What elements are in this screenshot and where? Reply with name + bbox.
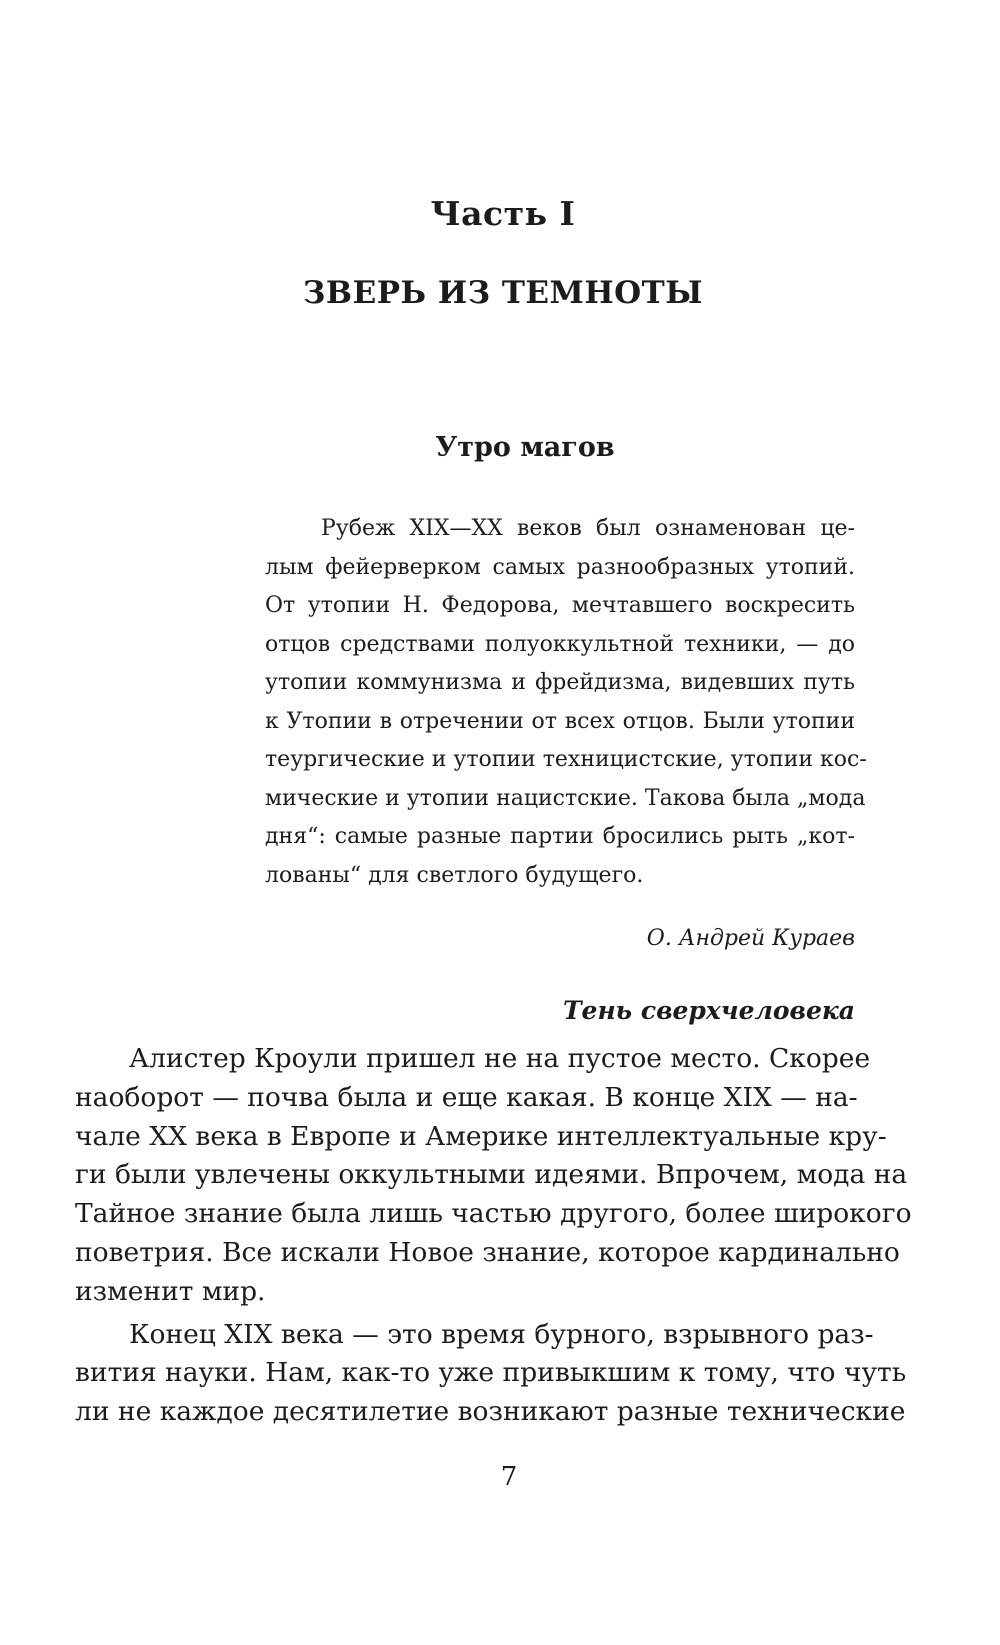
text-line: Алистер Кроули пришел не на пустое место. Скорее <box>129 1043 871 1074</box>
epigraph-line: к Утопии в отречении от всех отцов. Были утопии <box>265 708 855 734</box>
chapter-title: Утро магов <box>435 432 615 463</box>
body-text <box>75 1040 912 1432</box>
epigraph-line: утопии коммунизма и фрейдизма, видевших путь <box>265 670 855 695</box>
epigraph-line: отцов средствами полуоккультной техники, — до <box>265 631 855 657</box>
epigraph-line: лым фейерверком самых разнообразных утопий. <box>265 554 855 580</box>
text-line: Конец XIX века — это время бурного, взрывного раз- <box>129 1318 874 1350</box>
text-line: поветрия. Все искали Новое знание, которое кардинально <box>75 1236 900 1268</box>
text-line: вития науки. Нам, как-то уже привыкшим к тому, что чуть <box>75 1357 907 1389</box>
paragraph <box>75 1040 912 1312</box>
text-line: Тайное знание была лишь частью другого, более широкого <box>75 1198 912 1230</box>
text-line: изменит мир. <box>75 1275 266 1307</box>
page-number: 7 <box>500 1462 518 1492</box>
text-line: наоборот — почва была и еще какая. В конце XIX — на- <box>75 1081 858 1113</box>
text-line: ги были увлечены оккультными идеями. Впрочем, мода на <box>75 1159 908 1191</box>
text-line: ли не каждое десятилетие возникают разные технические <box>75 1396 906 1428</box>
epigraph-line: мические и утопии нацистские. Такова была „мода <box>265 785 866 811</box>
epigraph <box>265 510 867 895</box>
epigraph-line: Рубеж XIX—XX веков был ознаменован це- <box>321 516 855 541</box>
section-title: Тень сверхчеловека <box>562 996 855 1025</box>
part-label: Часть I <box>430 194 576 233</box>
epigraph-line: лованы“ для светлого будущего. <box>265 862 644 888</box>
epigraph-author: О. Андрей Кураев <box>646 926 855 951</box>
paragraph <box>75 1316 907 1432</box>
part-title: ЗВЕРЬ ИЗ ТЕМНОТЫ <box>303 275 703 311</box>
text-line: чале XX века в Европе и Америке интеллектуальные кру- <box>75 1120 887 1152</box>
epigraph-line: теургические и утопии техницистские, утопии кос- <box>265 747 867 772</box>
epigraph-line: дня“: самые разные партии бросились рыть „кот- <box>265 824 855 849</box>
epigraph-line: От утопии Н. Федорова, мечтавшего воскресить <box>265 593 855 618</box>
